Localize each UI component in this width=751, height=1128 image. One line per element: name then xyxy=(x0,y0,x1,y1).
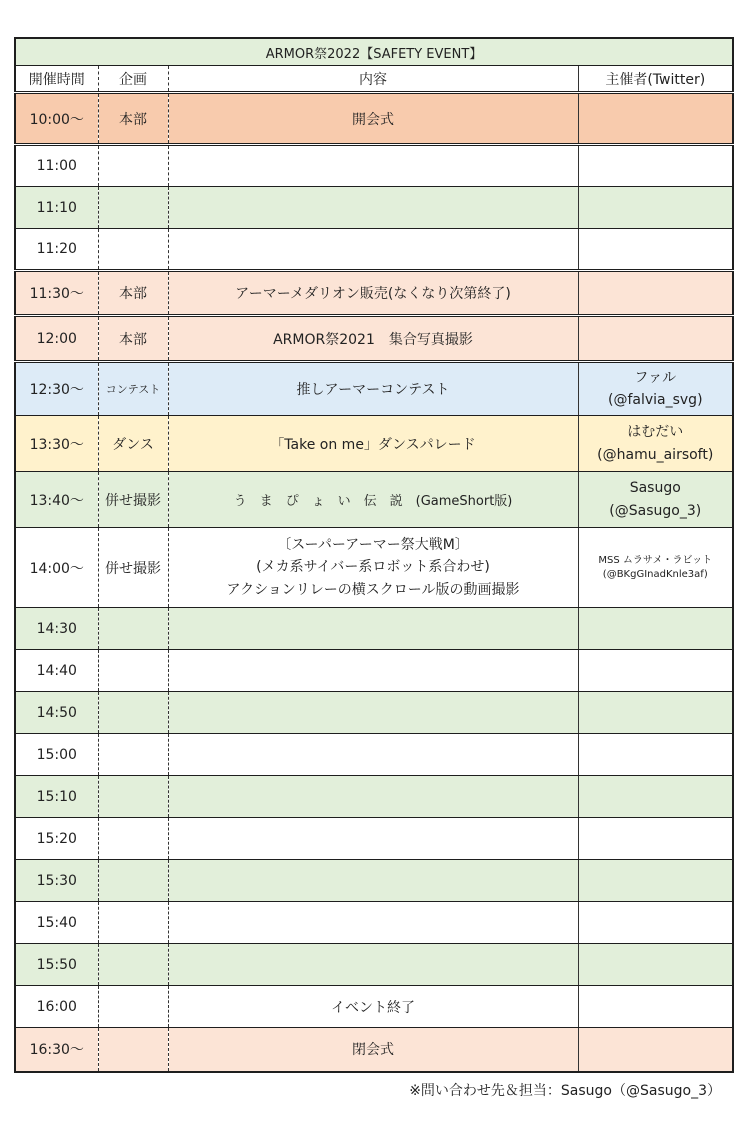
row-host xyxy=(578,650,733,692)
row-content xyxy=(168,650,578,692)
content-line: 〔スーパーアーマー祭大戦M〕 xyxy=(277,536,469,553)
row-content: イベント終了 xyxy=(168,986,578,1028)
content-line: (メカ系サイバー系ロボット系合わせ) xyxy=(256,559,490,576)
row-time: 14:30 xyxy=(15,608,98,650)
row-host xyxy=(578,187,733,229)
row-content: 「Take on me」ダンスパレード xyxy=(168,416,578,472)
host-handle: (@falvia_svg) xyxy=(607,392,703,408)
row-plan xyxy=(98,902,168,944)
row-host xyxy=(578,1028,733,1072)
row-plan: 本部 xyxy=(98,316,168,362)
host-name: ファル xyxy=(634,369,677,386)
schedule-row xyxy=(15,362,733,416)
row-plan xyxy=(98,818,168,860)
row-time: 13:30～ xyxy=(15,416,98,472)
row-content: ARMOR祭2021 集合写真撮影 xyxy=(168,316,578,362)
row-plan xyxy=(98,986,168,1028)
row-time: 16:00 xyxy=(15,986,98,1028)
row-host xyxy=(578,145,733,187)
schedule-row xyxy=(15,316,733,362)
row-host xyxy=(578,362,733,416)
row-time: 15:20 xyxy=(15,818,98,860)
row-host xyxy=(578,734,733,776)
schedule-row xyxy=(15,650,733,692)
row-content xyxy=(168,944,578,986)
schedule-row xyxy=(15,734,733,776)
contact-footer: ※問い合わせ先＆担当：Sasugo（@Sasugo_3） xyxy=(409,1083,721,1099)
schedule-row xyxy=(15,472,733,528)
row-content xyxy=(168,692,578,734)
row-time: 11:20 xyxy=(15,229,98,271)
row-plan xyxy=(98,734,168,776)
row-time: 11:10 xyxy=(15,187,98,229)
row-time: 15:10 xyxy=(15,776,98,818)
row-plan xyxy=(98,229,168,271)
row-content xyxy=(168,776,578,818)
row-content: アーマーメダリオン販売(なくなり次第終了) xyxy=(168,271,578,316)
row-plan xyxy=(98,776,168,818)
header-time: 開催時間 xyxy=(15,66,98,93)
row-host xyxy=(578,271,733,316)
row-content xyxy=(168,902,578,944)
row-time: 14:00～ xyxy=(15,528,98,608)
row-host xyxy=(578,528,733,608)
row-content xyxy=(168,734,578,776)
row-content xyxy=(168,187,578,229)
schedule-table xyxy=(14,37,734,1073)
schedule-row xyxy=(15,776,733,818)
host-name: Sasugo xyxy=(629,480,681,497)
row-host xyxy=(578,692,733,734)
schedule-row xyxy=(15,944,733,986)
row-content: 推しアーマーコンテスト xyxy=(168,362,578,416)
host-name: はむだい xyxy=(627,424,684,441)
schedule-row xyxy=(15,860,733,902)
row-content xyxy=(168,145,578,187)
row-time: 10:00～ xyxy=(15,93,98,145)
schedule-row xyxy=(15,187,733,229)
row-plan xyxy=(98,650,168,692)
schedule-title: ARMOR祭2022【SAFETY EVENT】 xyxy=(15,38,733,66)
title-row xyxy=(15,38,733,66)
schedule-row xyxy=(15,229,733,271)
row-plan xyxy=(98,608,168,650)
schedule-row xyxy=(15,1028,733,1072)
host-handle: (@hamu_airsoft) xyxy=(597,446,714,463)
row-plan: コンテスト xyxy=(98,362,168,416)
row-time: 15:00 xyxy=(15,734,98,776)
row-content xyxy=(168,528,578,608)
header-row xyxy=(15,66,733,93)
header-host: 主催者(Twitter) xyxy=(578,66,733,93)
row-host xyxy=(578,818,733,860)
row-host xyxy=(578,229,733,271)
row-plan: 併せ撮影 xyxy=(98,528,168,608)
row-host xyxy=(578,316,733,362)
host-name: MSS ムラサメ・ラビット xyxy=(598,554,713,566)
schedule-row xyxy=(15,818,733,860)
row-plan: 併せ撮影 xyxy=(98,472,168,528)
schedule-row xyxy=(15,986,733,1028)
row-plan xyxy=(98,692,168,734)
row-host xyxy=(578,902,733,944)
row-host xyxy=(578,860,733,902)
row-plan xyxy=(98,145,168,187)
row-time: 14:40 xyxy=(15,650,98,692)
row-content: う ま ぴ ょ い 伝 説 (GameShort版) xyxy=(168,472,578,528)
row-time: 11:00 xyxy=(15,145,98,187)
schedule-row xyxy=(15,528,733,608)
host-handle: (@Sasugo_3) xyxy=(609,502,702,519)
row-content: 閉会式 xyxy=(168,1028,578,1072)
row-time: 15:30 xyxy=(15,860,98,902)
row-host xyxy=(578,776,733,818)
row-time: 15:40 xyxy=(15,902,98,944)
row-time: 14:50 xyxy=(15,692,98,734)
row-host xyxy=(578,986,733,1028)
row-time: 12:00 xyxy=(15,316,98,362)
row-content xyxy=(168,229,578,271)
schedule-row xyxy=(15,608,733,650)
row-plan xyxy=(98,944,168,986)
row-time: 12:30～ xyxy=(15,362,98,416)
row-content xyxy=(168,860,578,902)
row-plan: 本部 xyxy=(98,93,168,145)
row-time: 16:30～ xyxy=(15,1028,98,1072)
row-host xyxy=(578,608,733,650)
row-host xyxy=(578,944,733,986)
row-time: 13:40～ xyxy=(15,472,98,528)
schedule-row xyxy=(15,416,733,472)
row-content xyxy=(168,818,578,860)
row-plan: ダンス xyxy=(98,416,168,472)
header-plan: 企画 xyxy=(98,66,168,93)
row-plan xyxy=(98,860,168,902)
row-time: 15:50 xyxy=(15,944,98,986)
row-plan xyxy=(98,187,168,229)
header-content: 内容 xyxy=(168,66,578,93)
content-line: アクションリレーの横スクロール版の動画撮影 xyxy=(226,581,520,598)
row-content: 開会式 xyxy=(168,93,578,145)
row-time: 11:30～ xyxy=(15,271,98,316)
row-plan: 本部 xyxy=(98,271,168,316)
row-host xyxy=(578,472,733,528)
schedule-row xyxy=(15,271,733,316)
schedule-row xyxy=(15,902,733,944)
schedule-row xyxy=(15,93,733,145)
row-host xyxy=(578,93,733,145)
row-content xyxy=(168,608,578,650)
row-host xyxy=(578,416,733,472)
host-handle: (@BKgGInadKnle3af) xyxy=(602,568,708,580)
schedule-row xyxy=(15,145,733,187)
row-plan xyxy=(98,1028,168,1072)
schedule-row xyxy=(15,692,733,734)
